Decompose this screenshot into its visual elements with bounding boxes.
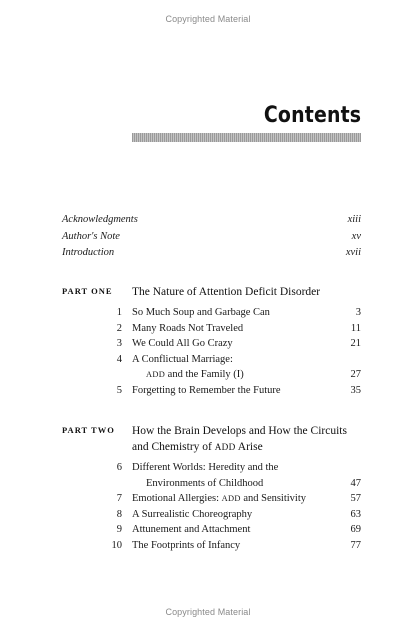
chapter-entry[interactable] (62, 538, 361, 554)
chapter-number: 7 (116, 493, 122, 504)
chapter-number: 1 (116, 307, 122, 318)
chapter-page: 27 (350, 369, 361, 380)
chapter-number: 6 (116, 462, 122, 473)
part-title (132, 284, 361, 300)
chapter-entry[interactable] (62, 383, 361, 399)
part-title-line: and Chemistry of ADD Arise (132, 441, 263, 453)
chapter-entry[interactable] (62, 352, 361, 383)
chapter-number: 3 (116, 338, 122, 349)
front-matter-page: xv (351, 230, 361, 242)
front-matter-item[interactable] (62, 231, 361, 248)
chapter-number: 9 (116, 524, 122, 535)
chapter-page: 47 (350, 477, 361, 489)
chapter-entry[interactable] (62, 507, 361, 523)
chapter-entry[interactable] (62, 460, 361, 491)
chapter-page: 77 (350, 539, 361, 551)
chapter-page: 3 (355, 307, 361, 318)
title-underline-rule (132, 133, 361, 142)
chapter-page: 69 (350, 524, 361, 535)
chapter-number: 2 (116, 322, 122, 334)
chapter-page: 57 (350, 493, 361, 504)
chapter-entry[interactable] (62, 321, 361, 337)
chapter-number: 10 (111, 539, 122, 551)
front-matter-item[interactable] (62, 247, 361, 264)
chapter-page: 11 (350, 322, 361, 334)
chapter-page: 21 (350, 338, 361, 349)
chapter-title: Different Worlds: Heredity and the Environments of Childhood (132, 462, 279, 489)
front-matter-title: Author's Note (62, 230, 120, 242)
chapter-entry[interactable] (62, 305, 361, 321)
chapter-title: A Conflictual Marriage: ADD and the Family (I) (132, 353, 244, 380)
watermark-top: Copyrighted Material (165, 14, 251, 24)
part-title-line: The Nature of Attention Deficit Disorder (132, 286, 321, 298)
chapter-entry[interactable] (62, 491, 361, 507)
front-matter-page: xvii (345, 247, 361, 258)
part-two-heading (62, 423, 361, 455)
chapter-number: 8 (116, 508, 122, 520)
part-label: PART ONE (62, 286, 113, 296)
chapter-page: 63 (350, 508, 361, 520)
chapter-number: 4 (116, 353, 122, 365)
front-matter-title: Introduction (62, 247, 115, 258)
chapter-entry[interactable] (62, 336, 361, 352)
chapter-title: Emotional Allergies: ADD and Sensitivity (132, 493, 307, 504)
chapter-title: We Could All Go Crazy (132, 338, 233, 349)
part-title-line: How the Brain Develops and How the Circuits (132, 425, 347, 437)
chapter-title: The Footprints of Infancy (132, 539, 241, 551)
watermark-bottom: Copyrighted Material (165, 607, 251, 617)
part-title (132, 423, 361, 455)
part-label: PART TWO (62, 425, 115, 435)
part-two-chapters (62, 460, 361, 553)
chapter-title: So Much Soup and Garbage Can (132, 307, 270, 318)
part-one-chapters (62, 305, 361, 398)
chapter-number: 5 (116, 384, 122, 396)
front-matter-title: Acknowledgments (62, 214, 138, 225)
front-matter-list (62, 214, 361, 264)
front-matter-item[interactable] (62, 214, 361, 231)
chapter-title: Many Roads Not Traveled (132, 322, 244, 334)
chapter-entry[interactable] (62, 522, 361, 538)
front-matter-page: xiii (347, 214, 361, 225)
chapter-title: A Surrealistic Choreography (132, 508, 253, 520)
part-one-heading (62, 284, 361, 300)
chapter-title: Forgetting to Remember the Future (132, 384, 281, 396)
chapter-title: Attunement and Attachment (132, 524, 251, 535)
page-title: Contents (263, 103, 361, 128)
chapter-page: 35 (350, 384, 361, 396)
